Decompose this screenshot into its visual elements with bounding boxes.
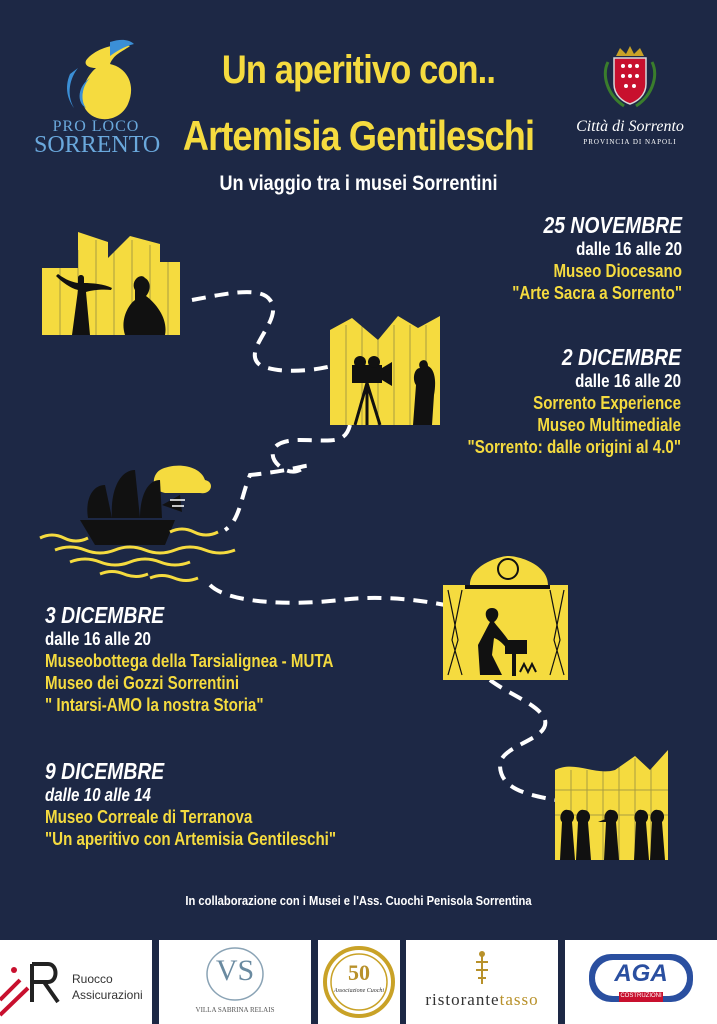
ristorante-tasso-name xyxy=(406,990,558,1010)
event-date: 25 NOVEMBRE xyxy=(543,212,682,238)
ship-icon xyxy=(40,466,235,581)
villa-name: VILLA SABRINA RELAIS xyxy=(195,1006,275,1014)
event-venue-sub: Museo Multimediale xyxy=(537,415,681,435)
event-time: dalle 16 alle 20 xyxy=(576,239,682,259)
cuochi-number: 50 xyxy=(348,960,370,985)
event-theme: "Un aperitivo con Artemisia Gentileschi" xyxy=(45,829,337,849)
city-name: Città di Sorrento xyxy=(576,118,684,135)
sponsor-bar xyxy=(0,940,717,1024)
aga-sub: COSTRUZIONI xyxy=(620,993,662,999)
event-time: dalle 16 alle 20 xyxy=(575,371,681,391)
dashed-path-icon xyxy=(192,292,335,371)
ristorante-word: ristorante xyxy=(425,990,500,1009)
sponsor-ristorante-tasso xyxy=(406,940,558,1024)
sponsor-cuochi xyxy=(318,940,400,1024)
event-time: dalle 10 alle 14 xyxy=(45,785,151,805)
pro-loco-text: PRO LOCO xyxy=(52,118,140,135)
museo-muta-icon xyxy=(443,556,568,680)
event-date: 9 DICEMBRE xyxy=(45,758,165,784)
title-line-1: Un aperitivo con.. xyxy=(221,48,496,92)
event-9-dicembre xyxy=(45,758,398,850)
sorrento-text: SORRENTO xyxy=(34,132,161,158)
city-province: PROVINCIA DI NAPOLI xyxy=(583,138,677,146)
aga-name: AGA xyxy=(614,960,668,987)
ruocco-name: Ruocco xyxy=(72,972,113,986)
sponsor-ruocco xyxy=(0,940,152,1024)
event-25-novembre xyxy=(430,212,682,304)
event-venue: Museo Correale di Terranova xyxy=(45,807,253,827)
sponsor-aga xyxy=(565,940,717,1024)
event-venue: Museobottega della Tarsialignea - MUTA xyxy=(45,651,334,671)
villa-initials: VS xyxy=(215,954,255,987)
event-venue: Sorrento Experience xyxy=(533,393,681,413)
event-venue-sub: Museo dei Gozzi Sorrentini xyxy=(45,673,240,693)
museo-correale-icon xyxy=(555,750,668,860)
tasso-word: tasso xyxy=(499,990,539,1009)
title-line-2: Artemisia Gentileschi xyxy=(182,112,535,159)
event-theme: "Arte Sacra a Sorrento" xyxy=(512,283,682,303)
ruocco-sub: Assicurazioni xyxy=(72,988,143,1002)
event-3-dicembre xyxy=(45,602,398,716)
event-2-dicembre xyxy=(404,344,681,458)
event-theme: " Intarsi-AMO la nostra Storia" xyxy=(45,695,264,715)
dashed-path-icon xyxy=(225,425,350,530)
event-date: 2 DICEMBRE xyxy=(561,344,681,370)
event-venue: Museo Diocesano xyxy=(553,261,682,281)
dashed-path-icon xyxy=(490,680,555,800)
subtitle: Un viaggio tra i musei Sorrentini xyxy=(219,172,498,195)
event-time: dalle 16 alle 20 xyxy=(45,629,151,649)
ristorante-tasso-logo-icon xyxy=(406,940,558,1024)
collaboration-note: In collaborazione con i Musei e l'Ass. Cuochi Penisola Sorrentina xyxy=(185,893,532,908)
museo-diocesano-icon xyxy=(42,232,180,335)
event-date: 3 DICEMBRE xyxy=(45,602,165,628)
event-theme: "Sorrento: dalle origini al 4.0" xyxy=(467,437,681,457)
cuochi-name: Associazione Cuochi xyxy=(333,988,385,994)
sponsor-villa-sabrina xyxy=(159,940,311,1024)
